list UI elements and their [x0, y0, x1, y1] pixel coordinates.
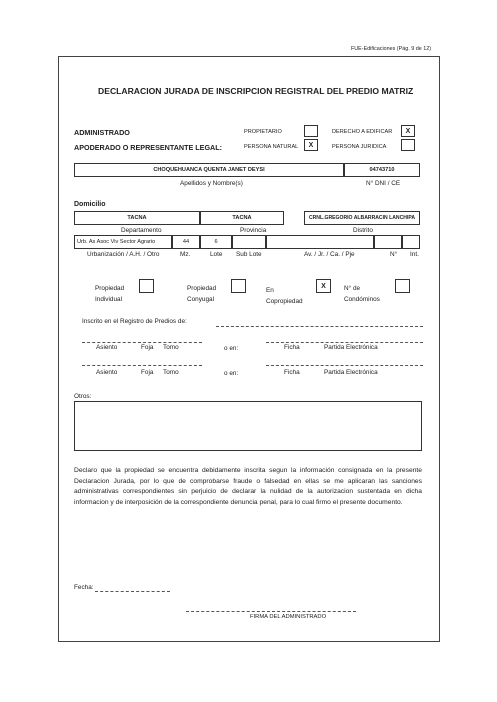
- urbanizacion-field[interactable]: Urb. As Asoc Viv Sector Agrario: [74, 235, 172, 249]
- owner-dni-caption: N° DNI / CE: [366, 180, 401, 187]
- tomo-caption-1: Tomo: [163, 344, 179, 351]
- departamento-caption: Departamento: [121, 227, 162, 234]
- firma-line[interactable]: [186, 611, 356, 612]
- propietario-checkbox[interactable]: [304, 125, 318, 137]
- distrito-caption: Distrito: [353, 227, 373, 234]
- form-title: DECLARACION JURADA DE INSCRIPCION REGISTRAL DEL PREDIO MATRIZ: [98, 86, 414, 96]
- interior-field[interactable]: [402, 235, 420, 249]
- tomo-caption-2: Tomo: [163, 369, 179, 376]
- sublote-field[interactable]: [232, 235, 266, 249]
- propiedad-conyugal-label: Propiedad: [187, 285, 217, 292]
- firma-caption: FIRMA DEL ADMINISTRADO: [250, 614, 327, 620]
- urbanizacion-caption: Urbanización / A.H. / Otro: [87, 251, 160, 258]
- provincia-caption: Provincia: [240, 227, 267, 234]
- derecho-edificar-checkbox[interactable]: X: [401, 125, 415, 137]
- copropiedad-checkbox[interactable]: X: [316, 279, 331, 293]
- owner-dni-field[interactable]: 04743710: [344, 163, 420, 177]
- propiedad-individual-label: Propiedad: [95, 285, 125, 292]
- asiento-caption-2: Asiento: [96, 369, 118, 376]
- ficha-caption-2: Ficha: [284, 369, 300, 376]
- persona-juridica-checkbox[interactable]: [401, 139, 415, 151]
- administrado-label: ADMINISTRADO: [74, 128, 130, 137]
- domicilio-heading: Domicilio: [74, 201, 106, 208]
- condominos-field[interactable]: [395, 279, 410, 293]
- derecho-edificar-label: DERECHO A EDIFICAR: [332, 129, 393, 135]
- propiedad-conyugal-label-2: Conyugal: [187, 296, 215, 303]
- partida-caption-1: Partida Electrónica: [324, 344, 378, 351]
- via-caption: Av. / Jr. / Ca. / Pje: [304, 251, 355, 258]
- via-field[interactable]: [266, 235, 374, 249]
- persona-natural-label: PERSONA NATURAL: [244, 144, 299, 150]
- lote-caption: Lote: [210, 251, 223, 258]
- numero-caption: N°: [390, 251, 398, 258]
- propietario-label: PROPIETARIO: [244, 129, 282, 135]
- registro-label: Inscrito en el Registro de Predios de:: [82, 318, 187, 325]
- condominos-label-2: Condóminos: [344, 296, 380, 303]
- propiedad-conyugal-checkbox[interactable]: [231, 279, 246, 293]
- page-reference: FUE-Edificaciones (Pág. 9 de 12): [351, 46, 431, 52]
- asiento-line-1[interactable]: [82, 342, 202, 343]
- declaration-text: Declaro que la propiedad se encuentra debidamente inscrita segun la información consignada en la presente Declaracion Jurada, por lo que de comprobarse fraude o falsedad en ellas se me aplicaran las sanciones administrativas correspondientes sin perjuicio de declarar la nulidad de la autorizacion sustentada en dicha informacion y de interposición de la correspondiente denuncia penal, para lo cual firmo el presente documento.: [74, 467, 422, 506]
- ficha-line-1[interactable]: [266, 342, 423, 343]
- copropiedad-label: En: [266, 287, 274, 294]
- provincia-field[interactable]: TACNA: [200, 211, 284, 225]
- apoderado-label: APODERADO O REPRESENTANTE LEGAL:: [74, 143, 223, 152]
- distrito-field[interactable]: CRNL.GREGORIO ALBARRACIN LANCHIPA: [304, 211, 420, 225]
- persona-natural-checkbox[interactable]: X: [304, 139, 318, 151]
- owner-name-caption: Apellidos y Nombre(s): [180, 180, 243, 187]
- persona-juridica-label: PERSONA JURIDICA: [332, 144, 387, 150]
- otros-label: Otros:: [74, 393, 92, 400]
- o-en-caption-1: o en:: [224, 345, 239, 352]
- ficha-caption-1: Ficha: [284, 344, 300, 351]
- lote-field[interactable]: 6: [200, 235, 232, 249]
- mz-caption: Mz.: [180, 251, 191, 258]
- departamento-field[interactable]: TACNA: [74, 211, 200, 225]
- fecha-label: Fecha:: [74, 584, 94, 591]
- copropiedad-label-2: Copropiedad: [266, 298, 303, 305]
- otros-textarea[interactable]: [74, 401, 422, 451]
- foja-caption-1: Foja: [141, 344, 154, 351]
- partida-caption-2: Partida Electrónica: [324, 369, 378, 376]
- propiedad-individual-checkbox[interactable]: [139, 279, 154, 293]
- interior-caption: Int.: [410, 251, 419, 258]
- owner-name-field[interactable]: CHOQUEHUANCA QUENTA JANET DEYSI: [74, 163, 344, 177]
- asiento-caption-1: Asiento: [96, 344, 118, 351]
- numero-field[interactable]: [374, 235, 402, 249]
- o-en-caption-2: o en:: [224, 370, 239, 377]
- condominos-label: N° de: [344, 285, 361, 292]
- mz-field[interactable]: 44: [172, 235, 200, 249]
- fecha-line[interactable]: [95, 591, 170, 592]
- sublote-caption: Sub Lote: [236, 251, 262, 258]
- foja-caption-2: Foja: [141, 369, 154, 376]
- asiento-line-2[interactable]: [82, 365, 202, 366]
- registro-line[interactable]: [216, 326, 423, 327]
- ficha-line-2[interactable]: [266, 365, 423, 366]
- propiedad-individual-label-2: Individual: [95, 296, 123, 303]
